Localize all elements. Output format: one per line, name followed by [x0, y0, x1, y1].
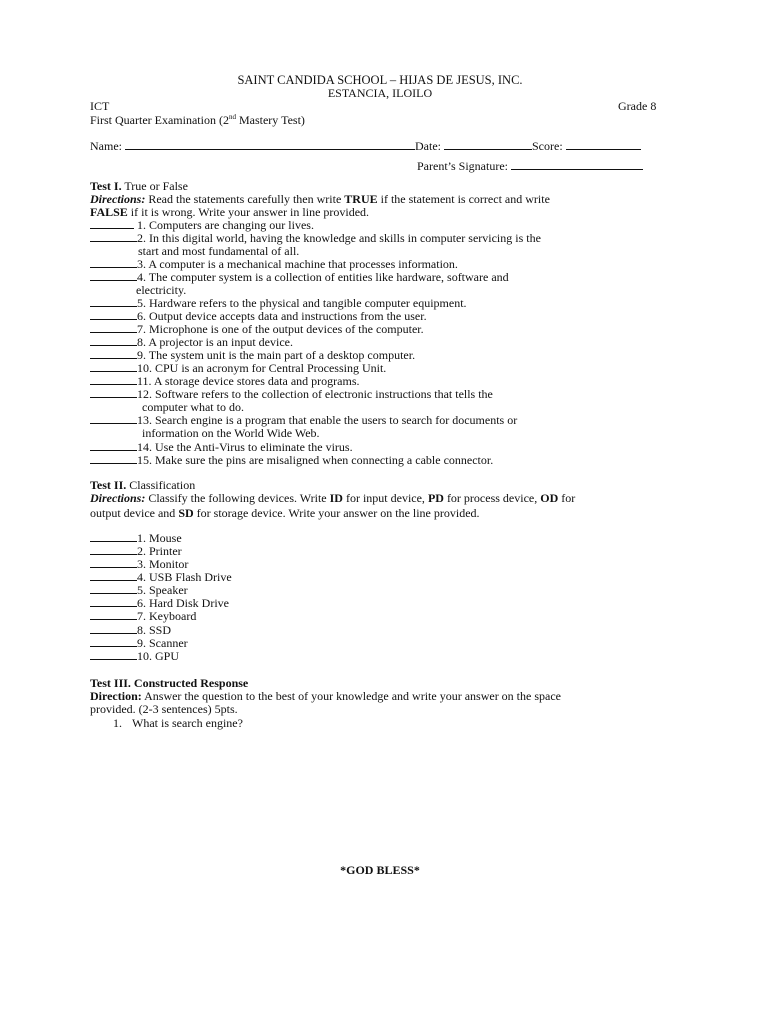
exam-title: First Quarter Examination (2nd Mastery Test): [90, 113, 305, 127]
date-field[interactable]: [444, 140, 532, 150]
list-item-cont: start and most fundamental of all.: [138, 244, 300, 258]
answer-blank[interactable]: [90, 558, 137, 568]
list-item: 2. Printer: [90, 545, 182, 558]
answer-blank[interactable]: [90, 637, 137, 647]
list-item-cont: electricity.: [136, 283, 187, 297]
answer-blank[interactable]: [90, 532, 137, 542]
list-item: 5. Speaker: [90, 584, 188, 597]
list-item: 6. Hard Disk Drive: [90, 597, 229, 610]
list-item: 8. SSD: [90, 624, 171, 637]
school-name: SAINT CANDIDA SCHOOL – HIJAS DE JESUS, INC.: [237, 73, 523, 87]
list-item: 3. A computer is a mechanical machine that processes information.: [90, 258, 458, 271]
list-item: 15. Make sure the pins are misaligned when connecting a cable connector.: [90, 454, 493, 467]
answer-blank[interactable]: [90, 271, 137, 281]
list-item-cont: computer what to do.: [142, 400, 244, 414]
list-item: 10. GPU: [90, 650, 179, 663]
list-item: 8. A projector is an input device.: [90, 336, 293, 349]
list-item: 9. The system unit is the main part of a desktop computer.: [90, 349, 415, 362]
test3-directions: Direction: Answer the question to the best of your knowledge and write your answer on the space: [90, 689, 561, 703]
answer-blank[interactable]: [90, 597, 137, 607]
question-1: 1. What is search engine?: [113, 716, 243, 730]
answer-blank[interactable]: [90, 650, 137, 660]
answer-blank[interactable]: [90, 454, 137, 464]
answer-blank[interactable]: [90, 441, 137, 451]
list-item: 1. Mouse: [90, 532, 182, 545]
answer-blank[interactable]: [90, 310, 137, 320]
signature-row: [417, 160, 643, 173]
signature-field[interactable]: [511, 160, 643, 170]
school-location: ESTANCIA, ILOILO: [327, 86, 433, 100]
score-label: Score:: [532, 139, 563, 153]
name-row: [90, 140, 641, 153]
name-field[interactable]: [125, 140, 415, 150]
answer-blank[interactable]: [90, 297, 137, 307]
signature-label: Parent’s Signature:: [417, 159, 508, 173]
test3-directions-cont: provided. (2-3 sentences) 5pts.: [90, 702, 238, 716]
answer-blank[interactable]: [90, 414, 137, 424]
list-item: 4. USB Flash Drive: [90, 571, 232, 584]
answer-blank[interactable]: [90, 349, 137, 359]
list-item: 4. The computer system is a collection of entities like hardware, software and: [90, 271, 509, 284]
list-item-cont: information on the World Wide Web.: [142, 426, 320, 440]
answer-blank[interactable]: [90, 388, 137, 398]
test1-directions: Directions: Read the statements carefully then write TRUE if the statement is correct and write: [90, 192, 550, 206]
footer-blessing: *GOD BLESS*: [340, 863, 420, 877]
list-item: 11. A storage device stores data and programs.: [90, 375, 360, 388]
subject: ICT: [90, 99, 110, 113]
test3-heading: Test III. Constructed Response: [90, 676, 249, 690]
test2-directions: Directions: Classify the following devices. Write ID for input device, PD for process device, OD for: [90, 491, 576, 505]
answer-blank[interactable]: [90, 545, 137, 555]
answer-blank[interactable]: [90, 336, 137, 346]
list-item: 5. Hardware refers to the physical and tangible computer equipment.: [90, 297, 467, 310]
answer-blank[interactable]: [90, 584, 137, 594]
list-item: 7. Keyboard: [90, 610, 196, 623]
answer-blank[interactable]: [90, 362, 137, 372]
test1-directions-cont: FALSE if it is wrong. Write your answer in line provided.: [90, 205, 370, 219]
list-item: 6. Output device accepts data and instructions from the user.: [90, 310, 427, 323]
list-item: 13. Search engine is a program that enable the users to search for documents or: [90, 414, 517, 427]
answer-blank[interactable]: [90, 219, 134, 229]
list-item: 10. CPU is an acronym for Central Processing Unit.: [90, 362, 386, 375]
answer-blank[interactable]: [90, 610, 137, 620]
answer-blank[interactable]: [90, 375, 137, 385]
test1-heading: Test I. True or False: [90, 179, 188, 193]
test2-directions-cont: output device and SD for storage device. Write your answer on the line provided.: [90, 506, 480, 520]
list-item: 14. Use the Anti-Virus to eliminate the virus.: [90, 441, 353, 454]
test2-heading: Test II. Classification: [90, 478, 196, 492]
list-item: 12. Software refers to the collection of electronic instructions that tells the: [90, 388, 493, 401]
list-item: 9. Scanner: [90, 637, 188, 650]
list-item: 3. Monitor: [90, 558, 188, 571]
answer-blank[interactable]: [90, 624, 137, 634]
name-label: Name:: [90, 139, 122, 153]
answer-blank[interactable]: [90, 258, 137, 268]
list-item: 2. In this digital world, having the knowledge and skills in computer servicing is the: [90, 232, 541, 245]
list-item: 7. Microphone is one of the output devices of the computer.: [90, 323, 424, 336]
answer-blank[interactable]: [90, 232, 137, 242]
answer-blank[interactable]: [90, 323, 137, 333]
grade: Grade 8: [618, 99, 657, 113]
list-item: 1. Computers are changing our lives.: [90, 219, 314, 232]
score-field[interactable]: [566, 140, 641, 150]
answer-blank[interactable]: [90, 571, 137, 581]
date-label: Date:: [415, 139, 441, 153]
